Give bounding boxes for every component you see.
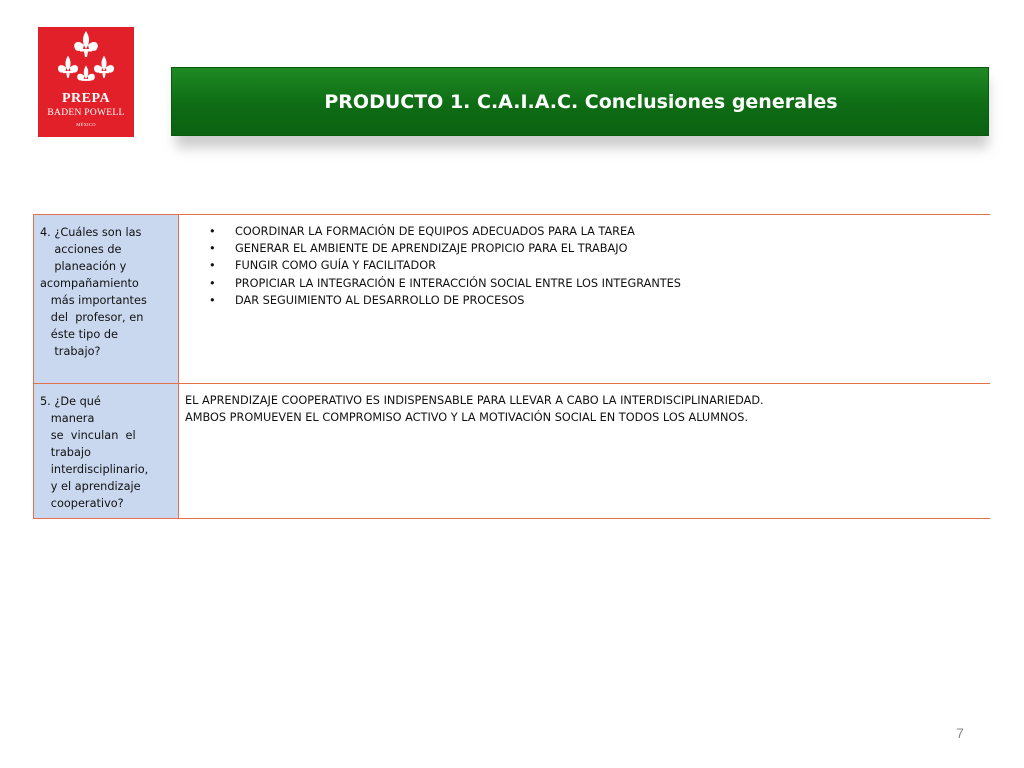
list-item: [209, 292, 990, 309]
list-item: [209, 240, 990, 257]
list-item-text: FUNGIR COMO GUÍA Y FACILITADOR: [235, 259, 436, 273]
question-cell: [34, 384, 179, 519]
questions-table: [33, 214, 990, 519]
table-row: [34, 215, 991, 384]
list-item-text: DAR SEGUIMIENTO AL DESARROLLO DE PROCESOS: [235, 293, 525, 307]
answer-paragraph: [179, 384, 990, 426]
answer-cell: [179, 215, 991, 384]
bullet-icon: •: [209, 225, 216, 238]
answer-line: AMBOS PROMUEVEN EL COMPROMISO ACTIVO Y LA MOTIVACIÓN SOCIAL EN TODOS LOS ALUMNOS.: [185, 411, 749, 425]
logo-name: PREPA: [61, 91, 111, 106]
answer-line: EL APRENDIZAJE COOPERATIVO ES INDISPENSABLE PARA LLEVAR A CABO LA INTERDISCIPLINARIEDAD.: [185, 394, 764, 407]
list-item: [209, 275, 990, 292]
list-item-text: PROPICIAR LA INTEGRACIÓN E INTERACCIÓN SOCIAL ENTRE LOS INTEGRANTES: [235, 276, 681, 290]
answer-list: [179, 223, 990, 309]
list-item-text: GENERAR EL AMBIENTE DE APRENDIZAJE PROPICIO PARA EL TRABAJO: [235, 242, 628, 256]
bullet-icon: •: [209, 259, 216, 273]
list-item-text: COORDINAR LA FORMACIÓN DE EQUIPOS ADECUADOS PARA LA TAREA: [235, 225, 635, 238]
logo-country: MÉXICO: [76, 122, 96, 127]
question-cell: [34, 215, 179, 384]
list-item: [209, 223, 990, 240]
fleur-de-lis-icon: [38, 27, 134, 93]
table-row: [34, 384, 991, 519]
answer-cell: [179, 384, 991, 519]
page-number: 7: [956, 725, 964, 741]
bullet-icon: •: [209, 242, 216, 256]
school-logo: [38, 27, 134, 137]
list-item: [209, 257, 990, 274]
title-banner: [171, 67, 989, 136]
logo-subname: BADEN POWELL: [47, 108, 125, 118]
page-title: PRODUCTO 1. C.A.I.A.C. Conclusiones generales: [324, 91, 838, 113]
question-text: 4. ¿Cuáles son las acciones de planeación y acompañamiento más importantes del profesor, en éste tipo de trabajo?: [40, 226, 147, 358]
bullet-icon: •: [209, 276, 216, 290]
bullet-icon: •: [209, 293, 216, 307]
question-text: 5. ¿De qué manera se vinculan el trabajo interdisciplinario, y el aprendizaje cooperativo?: [40, 395, 149, 510]
